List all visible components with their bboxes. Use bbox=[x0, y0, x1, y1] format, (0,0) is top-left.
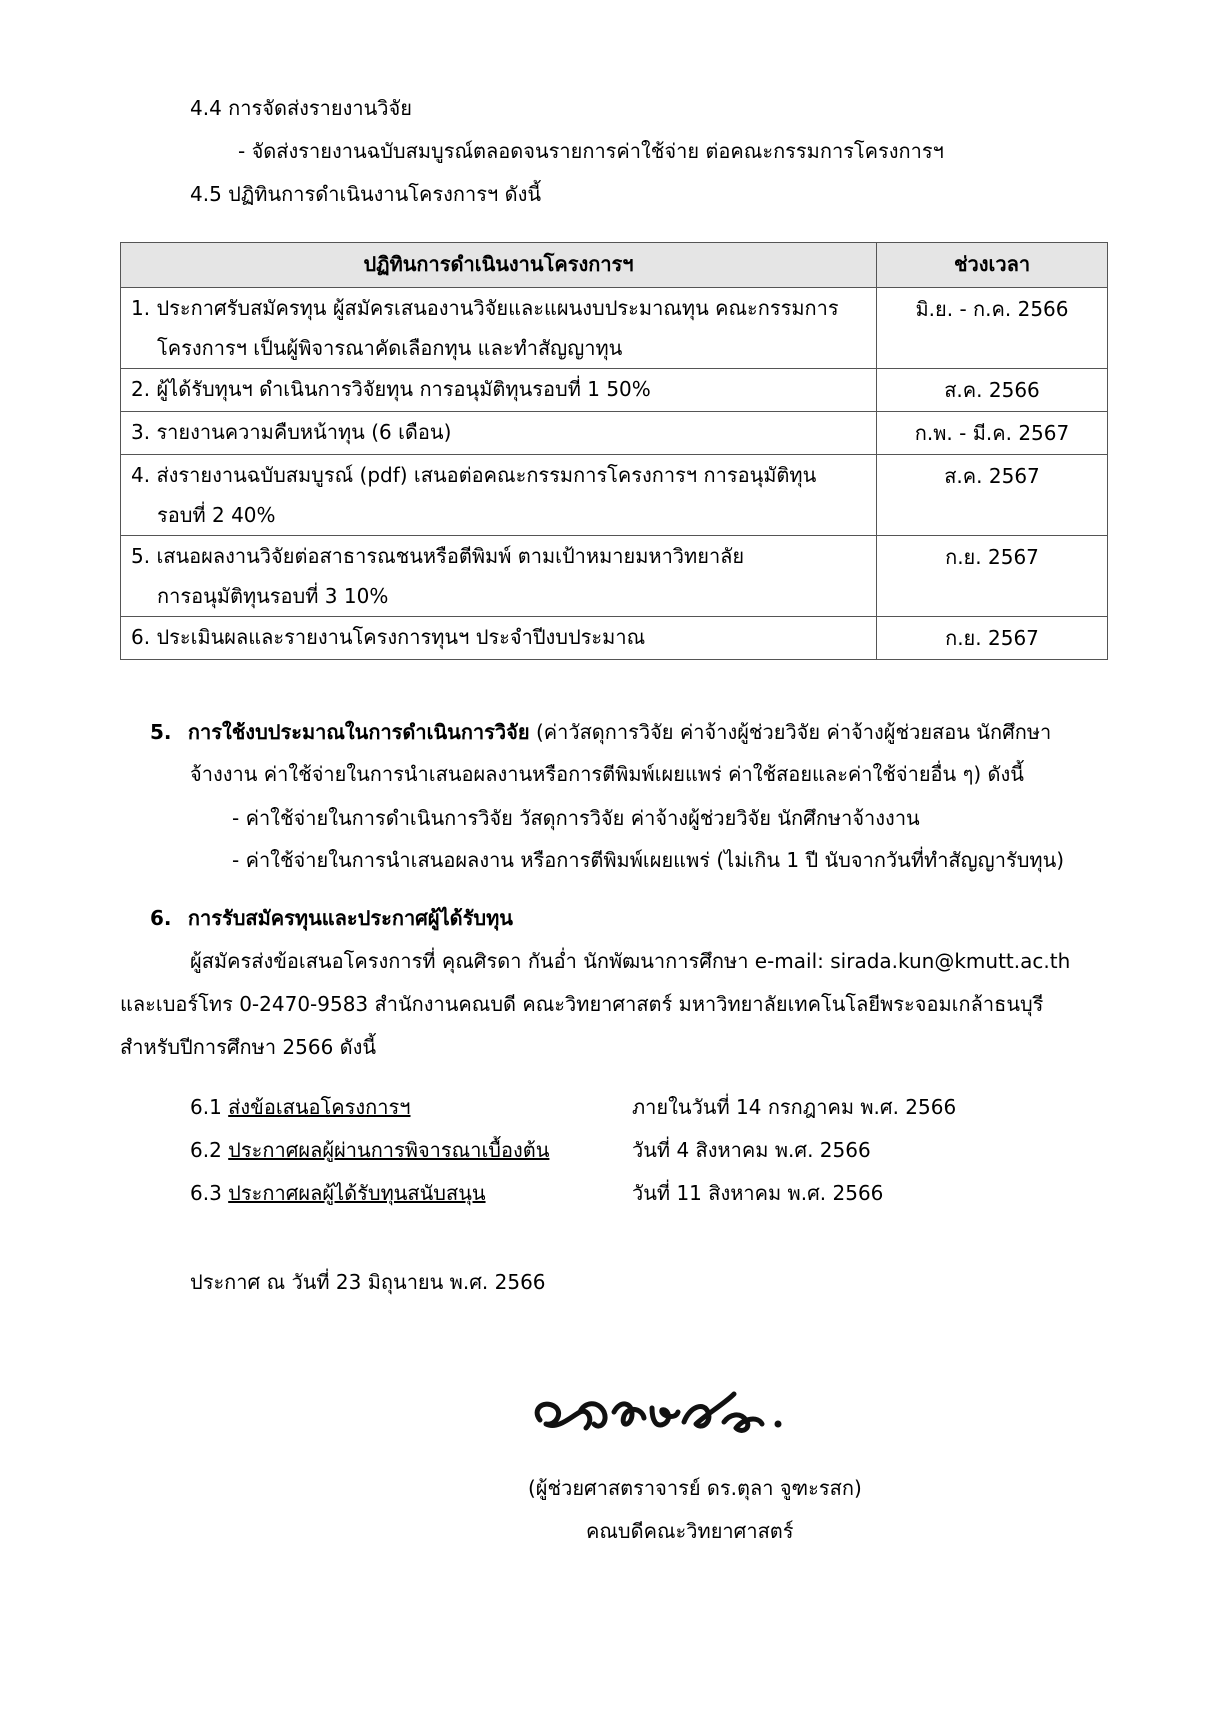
schedule-header-row bbox=[121, 243, 1108, 288]
signature-dot bbox=[775, 1421, 782, 1428]
schedule-activity-cell bbox=[121, 455, 877, 536]
deadline-item bbox=[190, 1136, 549, 1164]
section-6-title: การรับสมัครทุนและประกาศผู้ได้รับทุน bbox=[187, 906, 513, 930]
deadline-item bbox=[190, 1179, 486, 1207]
announcement-date: ประกาศ ณ วันที่ 23 มิถุนายน พ.ศ. 2566 bbox=[190, 1270, 546, 1294]
deadline-number: 6.1 bbox=[190, 1095, 222, 1119]
section-4-4-heading: 4.4 การจัดส่งรายงานวิจัย bbox=[190, 96, 412, 120]
table-row bbox=[121, 536, 1108, 617]
schedule-period-cell: ส.ค. 2566 bbox=[877, 369, 1108, 412]
deadline-number: 6.2 bbox=[190, 1138, 222, 1162]
schedule-activity-text: โครงการฯ เป็นผู้พิจารณาคัดเลือกทุน และทำสัญญาทุน bbox=[157, 336, 623, 360]
deadline-date: วันที่ 4 สิงหาคม พ.ศ. 2566 bbox=[632, 1138, 871, 1162]
schedule-table bbox=[120, 242, 1108, 660]
section-5-bullet: - ค่าใช้จ่ายในการนำเสนอผลงาน หรือการตีพิมพ์เผยแพร่ (ไม่เกิน 1 ปี นับจากวันที่ทำสัญญารับทุน) bbox=[232, 848, 1065, 872]
schedule-activity-cell bbox=[121, 536, 877, 617]
schedule-period-cell: มิ.ย. - ก.ค. 2566 bbox=[877, 288, 1108, 369]
section-5-line1 bbox=[150, 718, 1051, 746]
deadline-label: ประกาศผลผู้ได้รับทุนสนับสนุน bbox=[228, 1181, 486, 1205]
section-5-desc-line2: จ้างงาน ค่าใช้จ่ายในการนำเสนอผลงานหรือการตีพิมพ์เผยแพร่ ค่าใช้สอยและค่าใช้จ่ายอื่น ๆ) ดังนี้ bbox=[190, 762, 1024, 786]
section-4-5-heading: 4.5 ปฏิทินการดำเนินงานโครงการฯ ดังนี้ bbox=[190, 182, 542, 206]
table-row bbox=[121, 412, 1108, 455]
schedule-activity-cell bbox=[121, 412, 877, 455]
schedule-activity-text: 1. ประกาศรับสมัครทุน ผู้สมัครเสนองานวิจัยและแผนงบประมาณทุน คณะกรรมการ bbox=[131, 296, 839, 320]
signer-name: (ผู้ช่วยศาสตราจารย์ ดร.ตุลา จูฑะรสก) bbox=[528, 1476, 862, 1500]
section-5-bullet: - ค่าใช้จ่ายในการดำเนินการวิจัย วัสดุการวิจัย ค่าจ้างผู้ช่วยวิจัย นักศึกษาจ้างงาน bbox=[232, 806, 920, 830]
schedule-activity-cell bbox=[121, 617, 877, 660]
schedule-header-activity: ปฏิทินการดำเนินงานโครงการฯ bbox=[121, 243, 877, 288]
schedule-activity-text: 5. เสนอผลงานวิจัยต่อสาธารณชนหรือตีพิมพ์ ตามเป้าหมายมหาวิทยาลัย bbox=[131, 544, 745, 568]
schedule-activity-text: 6. ประเมินผลและรายงานโครงการทุนฯ ประจำปีงบประมาณ bbox=[131, 625, 646, 649]
signature-image bbox=[528, 1372, 848, 1452]
table-row bbox=[121, 369, 1108, 412]
section-6-paragraph: ผู้สมัครส่งข้อเสนอโครงการที่ คุณศิรดา กันอ่ำ นักพัฒนาการศึกษา e-mail: sirada.kun@kmutt.ac.th bbox=[190, 949, 1071, 973]
table-row bbox=[121, 288, 1108, 369]
schedule-period-cell: ก.ย. 2567 bbox=[877, 617, 1108, 660]
schedule-activity-text: 3. รายงานความคืบหน้าทุน (6 เดือน) bbox=[131, 420, 452, 444]
section-5-desc: (ค่าวัสดุการวิจัย ค่าจ้างผู้ช่วยวิจัย ค่าจ้างผู้ช่วยสอน นักศึกษา bbox=[535, 720, 1052, 744]
schedule-activity-text: การอนุมัติทุนรอบที่ 3 10% bbox=[157, 584, 389, 608]
table-row bbox=[121, 455, 1108, 536]
signer-title: คณบดีคณะวิทยาศาสตร์ bbox=[586, 1519, 794, 1543]
schedule-activity-text: 4. ส่งรายงานฉบับสมบูรณ์ (pdf) เสนอต่อคณะกรรมการโครงการฯ การอนุมัติทุน bbox=[131, 463, 817, 487]
schedule-period-cell: ส.ค. 2567 bbox=[877, 455, 1108, 536]
schedule-activity-text: 2. ผู้ได้รับทุนฯ ดำเนินการวิจัยทุน การอนุมัติทุนรอบที่ 1 50% bbox=[131, 377, 651, 401]
table-row bbox=[121, 617, 1108, 660]
schedule-activity-cell bbox=[121, 369, 877, 412]
signature-stroke bbox=[537, 1394, 762, 1430]
deadline-date: ภายในวันที่ 14 กรกฎาคม พ.ศ. 2566 bbox=[632, 1095, 957, 1119]
section-5-number: 5. bbox=[150, 720, 172, 744]
deadline-number: 6.3 bbox=[190, 1181, 222, 1205]
section-6-heading bbox=[150, 904, 513, 932]
deadline-item bbox=[190, 1093, 411, 1121]
schedule-period-cell: ก.พ. - มี.ค. 2567 bbox=[877, 412, 1108, 455]
schedule-header-period: ช่วงเวลา bbox=[877, 243, 1108, 288]
section-6-paragraph: สำหรับปีการศึกษา 2566 ดังนี้ bbox=[120, 1035, 377, 1059]
section-5-title: การใช้งบประมาณในการดำเนินการวิจัย bbox=[187, 720, 530, 744]
section-6-number: 6. bbox=[150, 906, 172, 930]
section-4-4-bullet: - จัดส่งรายงานฉบับสมบูรณ์ตลอดจนรายการค่าใช้จ่าย ต่อคณะกรรมการโครงการฯ bbox=[238, 139, 944, 163]
section-6-paragraph: และเบอร์โทร 0-2470-9583 สำนักงานคณบดี คณะวิทยาศาสตร์ มหาวิทยาลัยเทคโนโลยีพระจอมเกล้าธนบุรี bbox=[120, 992, 1044, 1016]
deadline-label: ส่งข้อเสนอโครงการฯ bbox=[228, 1095, 411, 1119]
schedule-activity-cell bbox=[121, 288, 877, 369]
deadline-label: ประกาศผลผู้ผ่านการพิจารณาเบื้องต้น bbox=[228, 1138, 550, 1162]
schedule-period-cell: ก.ย. 2567 bbox=[877, 536, 1108, 617]
deadline-date: วันที่ 11 สิงหาคม พ.ศ. 2566 bbox=[632, 1181, 884, 1205]
schedule-activity-text: รอบที่ 2 40% bbox=[157, 503, 276, 527]
